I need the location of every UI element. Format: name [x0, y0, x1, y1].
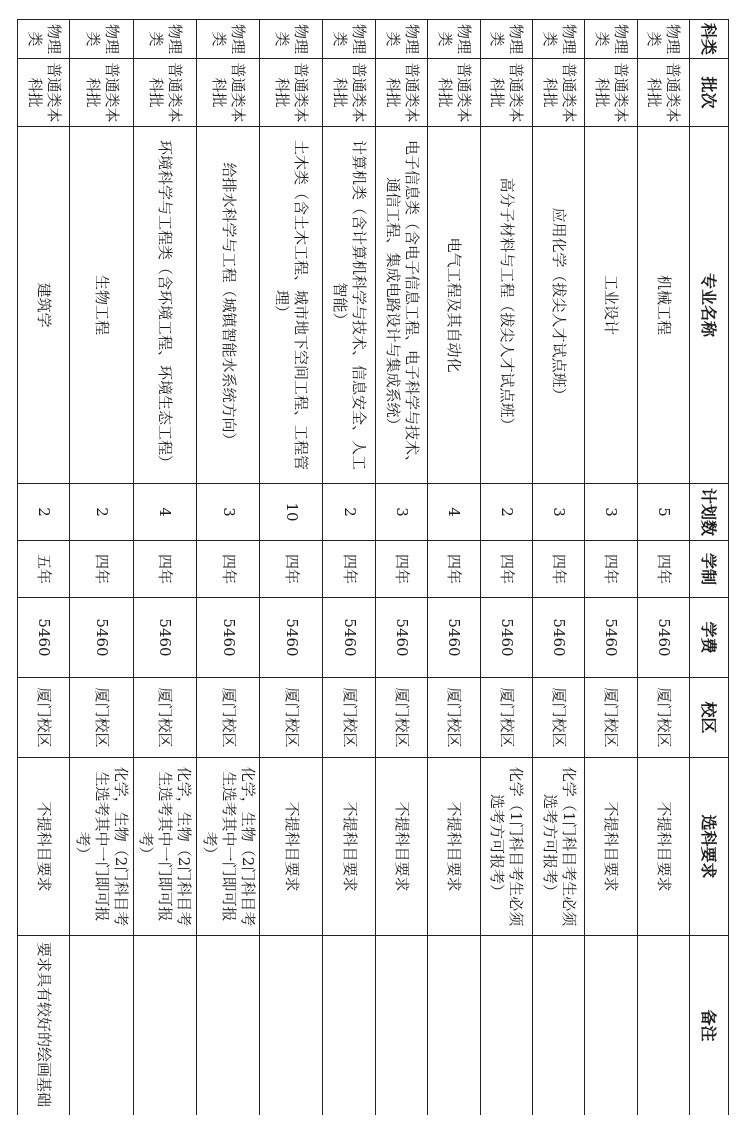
cell-subject: 物理类 [133, 20, 196, 59]
cell-plan: 2 [480, 484, 532, 541]
cell-major: 电子信息类（含电子信息工程、电子科学与技术、通信工程、集成电路设计与集成系统） [375, 127, 427, 484]
cell-subject: 物理类 [196, 20, 259, 59]
cell-subject: 物理类 [428, 20, 480, 59]
cell-campus: 厦门校区 [196, 678, 259, 758]
cell-note [480, 936, 532, 1116]
cell-plan: 3 [375, 484, 427, 541]
cell-requirement: 不提科目要求 [375, 758, 427, 936]
cell-note [70, 936, 133, 1116]
cell-duration: 四年 [70, 541, 133, 598]
header-requirement: 选科要求 [690, 758, 729, 936]
cell-requirement: 化学，生物（2门科目考生选考其中一门即可报考） [133, 758, 196, 936]
cell-campus: 厦门校区 [70, 678, 133, 758]
cell-fee: 5460 [532, 598, 584, 678]
cell-note [133, 936, 196, 1116]
cell-campus: 厦门校区 [375, 678, 427, 758]
admission-plan-table [17, 19, 729, 1115]
table-row [480, 20, 532, 1116]
cell-fee: 5460 [260, 598, 323, 678]
cell-fee: 5460 [375, 598, 427, 678]
cell-major: 给排水科学与工程（城镇智能水系统方向） [196, 127, 259, 484]
cell-campus: 厦门校区 [532, 678, 584, 758]
cell-requirement: 不提科目要求 [428, 758, 480, 936]
cell-plan: 5 [637, 484, 689, 541]
cell-fee: 5460 [480, 598, 532, 678]
cell-plan: 10 [260, 484, 323, 541]
cell-batch: 普通类本科批 [532, 59, 584, 127]
header-duration: 学制 [690, 541, 729, 598]
cell-requirement: 不提科目要求 [18, 758, 70, 936]
header-subject: 科类 [690, 20, 729, 59]
table-row [532, 20, 584, 1116]
cell-note [585, 936, 637, 1116]
cell-plan: 4 [428, 484, 480, 541]
table-row [133, 20, 196, 1116]
cell-duration: 四年 [196, 541, 259, 598]
cell-plan: 3 [196, 484, 259, 541]
cell-subject: 物理类 [70, 20, 133, 59]
cell-note [323, 936, 375, 1116]
cell-note [260, 936, 323, 1116]
cell-subject: 物理类 [260, 20, 323, 59]
header-fee: 学费 [690, 598, 729, 678]
cell-subject: 物理类 [480, 20, 532, 59]
cell-subject: 物理类 [18, 20, 70, 59]
cell-plan: 2 [70, 484, 133, 541]
cell-batch: 普通类本科批 [260, 59, 323, 127]
table-row [323, 20, 375, 1116]
cell-note [532, 936, 584, 1116]
cell-batch: 普通类本科批 [196, 59, 259, 127]
cell-campus: 厦门校区 [260, 678, 323, 758]
cell-duration: 四年 [428, 541, 480, 598]
cell-major: 电气工程及其自动化 [428, 127, 480, 484]
header-plan: 计划数 [690, 484, 729, 541]
cell-note [637, 936, 689, 1116]
cell-subject: 物理类 [375, 20, 427, 59]
cell-duration: 四年 [532, 541, 584, 598]
cell-campus: 厦门校区 [585, 678, 637, 758]
cell-campus: 厦门校区 [480, 678, 532, 758]
cell-duration: 四年 [375, 541, 427, 598]
cell-fee: 5460 [585, 598, 637, 678]
cell-batch: 普通类本科批 [480, 59, 532, 127]
cell-plan: 3 [532, 484, 584, 541]
cell-note [375, 936, 427, 1116]
table-body [18, 20, 690, 1116]
cell-major: 高分子材料与工程（拔尖人才试点班） [480, 127, 532, 484]
header-campus: 校区 [690, 678, 729, 758]
cell-requirement: 化学，生物（2门科目考生选考其中一门即可报考） [70, 758, 133, 936]
cell-duration: 四年 [637, 541, 689, 598]
cell-batch: 普通类本科批 [585, 59, 637, 127]
cell-batch: 普通类本科批 [428, 59, 480, 127]
cell-fee: 5460 [196, 598, 259, 678]
table-row [196, 20, 259, 1116]
cell-major: 应用化学（拔尖人才试点班） [532, 127, 584, 484]
cell-requirement: 化学，生物（2门科目考生选考其中一门即可报考） [196, 758, 259, 936]
cell-duration: 四年 [480, 541, 532, 598]
cell-fee: 5460 [18, 598, 70, 678]
cell-fee: 5460 [323, 598, 375, 678]
cell-major: 机械工程 [637, 127, 689, 484]
cell-duration: 四年 [260, 541, 323, 598]
header-batch: 批次 [690, 59, 729, 127]
cell-fee: 5460 [637, 598, 689, 678]
cell-duration: 四年 [323, 541, 375, 598]
cell-requirement: 化学（1门科目考生必须选考方可报考） [532, 758, 584, 936]
cell-campus: 厦门校区 [133, 678, 196, 758]
cell-major: 土木类（含土木工程、城市地下空间工程、工程管理） [260, 127, 323, 484]
cell-subject: 物理类 [532, 20, 584, 59]
cell-plan: 2 [323, 484, 375, 541]
cell-plan: 2 [18, 484, 70, 541]
cell-batch: 普通类本科批 [375, 59, 427, 127]
cell-note [428, 936, 480, 1116]
cell-requirement: 不提科目要求 [260, 758, 323, 936]
cell-plan: 4 [133, 484, 196, 541]
header-note: 备注 [690, 936, 729, 1116]
cell-note: 要求具有较好的绘画基础 [18, 936, 70, 1116]
cell-fee: 5460 [133, 598, 196, 678]
table-row [70, 20, 133, 1116]
rotated-page [17, 19, 729, 1115]
cell-major: 建筑学 [18, 127, 70, 484]
cell-major: 计算机类（含计算机科学与技术、信息安全、人工智能） [323, 127, 375, 484]
cell-requirement: 不提科目要求 [585, 758, 637, 936]
cell-requirement: 不提科目要求 [323, 758, 375, 936]
cell-batch: 普通类本科批 [637, 59, 689, 127]
table-row [260, 20, 323, 1116]
table-row [428, 20, 480, 1116]
cell-major: 生物工程 [70, 127, 133, 484]
cell-batch: 普通类本科批 [70, 59, 133, 127]
cell-plan: 3 [585, 484, 637, 541]
cell-duration: 四年 [133, 541, 196, 598]
header-row [690, 20, 729, 1116]
header-major: 专业名称 [690, 127, 729, 484]
cell-note [196, 936, 259, 1116]
cell-duration: 五年 [18, 541, 70, 598]
cell-subject: 物理类 [637, 20, 689, 59]
cell-requirement: 化学（1门科目考生必须选考方可报考） [480, 758, 532, 936]
cell-fee: 5460 [70, 598, 133, 678]
cell-fee: 5460 [428, 598, 480, 678]
cell-batch: 普通类本科批 [18, 59, 70, 127]
cell-batch: 普通类本科批 [323, 59, 375, 127]
table-row [375, 20, 427, 1116]
cell-subject: 物理类 [585, 20, 637, 59]
table-row [585, 20, 637, 1116]
cell-subject: 物理类 [323, 20, 375, 59]
cell-campus: 厦门校区 [18, 678, 70, 758]
cell-major: 环境科学与工程类（含环境工程、环境生态工程） [133, 127, 196, 484]
rotated-table-container [17, 19, 729, 1115]
cell-campus: 厦门校区 [637, 678, 689, 758]
cell-campus: 厦门校区 [323, 678, 375, 758]
cell-campus: 厦门校区 [428, 678, 480, 758]
cell-requirement: 不提科目要求 [637, 758, 689, 936]
cell-major: 工业设计 [585, 127, 637, 484]
cell-duration: 四年 [585, 541, 637, 598]
table-row [18, 20, 70, 1116]
cell-batch: 普通类本科批 [133, 59, 196, 127]
table-row [637, 20, 689, 1116]
